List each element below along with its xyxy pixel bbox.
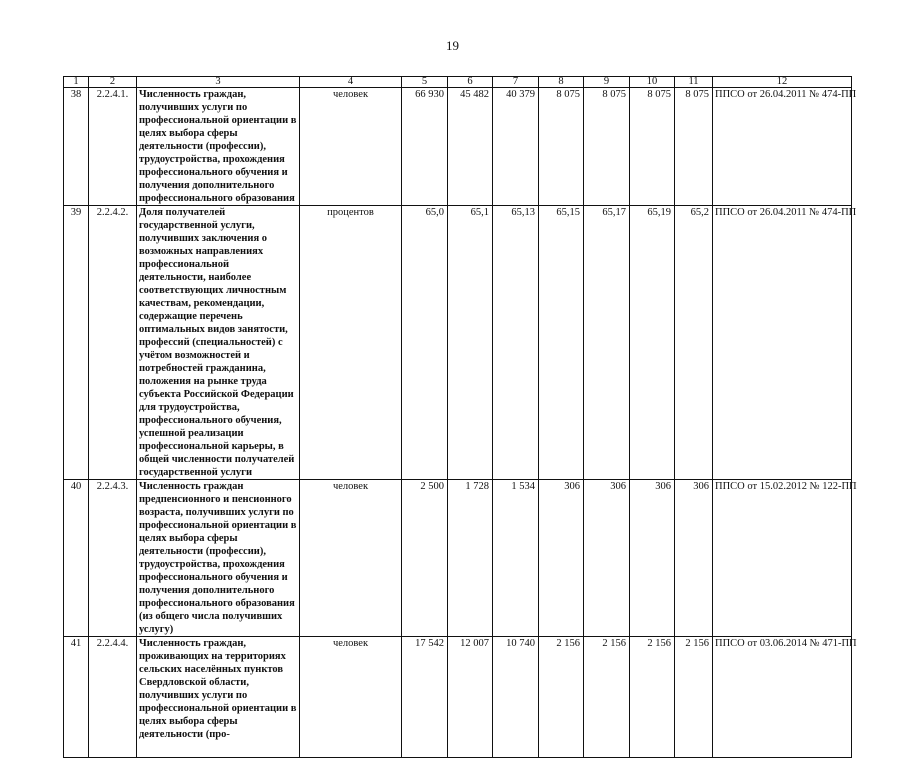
row-value: 65,1	[448, 206, 493, 480]
row-value: 2 156	[630, 637, 675, 758]
row-code: 2.2.4.1.	[89, 88, 137, 206]
row-value: 8 075	[584, 88, 630, 206]
column-header: 5	[402, 77, 448, 88]
column-header: 6	[448, 77, 493, 88]
column-number-row	[64, 77, 852, 88]
column-header: 3	[137, 77, 300, 88]
row-value: 65,17	[584, 206, 630, 480]
row-number: 39	[64, 206, 89, 480]
row-unit: человек	[300, 637, 402, 758]
row-unit: человек	[300, 480, 402, 637]
column-header: 10	[630, 77, 675, 88]
row-value: 40 379	[493, 88, 539, 206]
row-description: Численность граждан, проживающих на территориях сельских населённых пунктов Свердловской области, получивших услуги по профессиональной ориентации в целях выбора сферы деятельности (про-	[137, 637, 300, 758]
row-value: 65,2	[675, 206, 713, 480]
row-value: 2 156	[584, 637, 630, 758]
column-header: 9	[584, 77, 630, 88]
row-source: ППСО от 26.04.2011 № 474-ПП	[713, 88, 852, 206]
row-value: 8 075	[539, 88, 584, 206]
row-value: 65,15	[539, 206, 584, 480]
row-number: 38	[64, 88, 89, 206]
row-value: 8 075	[675, 88, 713, 206]
column-header: 8	[539, 77, 584, 88]
row-source: ППСО от 03.06.2014 № 471-ПП	[713, 637, 852, 758]
table-row	[64, 206, 852, 480]
row-value: 306	[539, 480, 584, 637]
row-code: 2.2.4.2.	[89, 206, 137, 480]
row-code: 2.2.4.4.	[89, 637, 137, 758]
column-header: 7	[493, 77, 539, 88]
row-value: 10 740	[493, 637, 539, 758]
row-value: 65,19	[630, 206, 675, 480]
row-value: 45 482	[448, 88, 493, 206]
row-value: 8 075	[630, 88, 675, 206]
row-value: 1 728	[448, 480, 493, 637]
row-unit: процентов	[300, 206, 402, 480]
row-description: Численность граждан, получивших услуги по профессиональной ориентации в целях выбора сферы деятельности (профессии), трудоустройства, прохождения профессионального обучения и получения дополнительного профессионального образования	[137, 88, 300, 206]
column-header: 1	[64, 77, 89, 88]
row-unit: человек	[300, 88, 402, 206]
row-value: 2 156	[675, 637, 713, 758]
row-value: 1 534	[493, 480, 539, 637]
page-number: 19	[446, 38, 459, 53]
row-value: 65,0	[402, 206, 448, 480]
row-value: 66 930	[402, 88, 448, 206]
row-description: Численность граждан предпенсионного и пенсионного возраста, получивших услуги по профессиональной ориентации в целях выбора сферы деятельности (профессии), трудоустройства, прохождения профессионального обучения и получения дополнительного профессионального образования (из общего числа получивших услугу)	[137, 480, 300, 637]
row-description: Доля получателей государственной услуги, получивших заключения о возможных направлениях профессиональной деятельности, наиболее соответствующих личностным качествам, рекомендации, содержащие перечень оптимальных видов занятости, профессий (специальностей) с учётом возможностей и потребностей гражданина, положения на рынке труда субъекта Российской Федерации для трудоустройства, профессионального обучения, успешной реализации профессиональной карьеры, в общей численности получателей государственной услуги	[137, 206, 300, 480]
row-source: ППСО от 26.04.2011 № 474-ПП	[713, 206, 852, 480]
row-value: 12 007	[448, 637, 493, 758]
row-value: 306	[584, 480, 630, 637]
row-number: 41	[64, 637, 89, 758]
row-value: 17 542	[402, 637, 448, 758]
row-value: 2 156	[539, 637, 584, 758]
row-value: 306	[675, 480, 713, 637]
row-code: 2.2.4.3.	[89, 480, 137, 637]
column-header: 12	[713, 77, 852, 88]
row-value: 65,13	[493, 206, 539, 480]
indicators-table-container	[63, 76, 857, 740]
row-value: 2 500	[402, 480, 448, 637]
column-header: 2	[89, 77, 137, 88]
table-row	[64, 88, 852, 206]
column-header: 11	[675, 77, 713, 88]
table-row	[64, 480, 852, 637]
row-source: ППСО от 15.02.2012 № 122-ПП	[713, 480, 852, 637]
indicators-table	[63, 76, 857, 758]
table-row	[64, 637, 852, 758]
row-number: 40	[64, 480, 89, 637]
column-header: 4	[300, 77, 402, 88]
row-value: 306	[630, 480, 675, 637]
